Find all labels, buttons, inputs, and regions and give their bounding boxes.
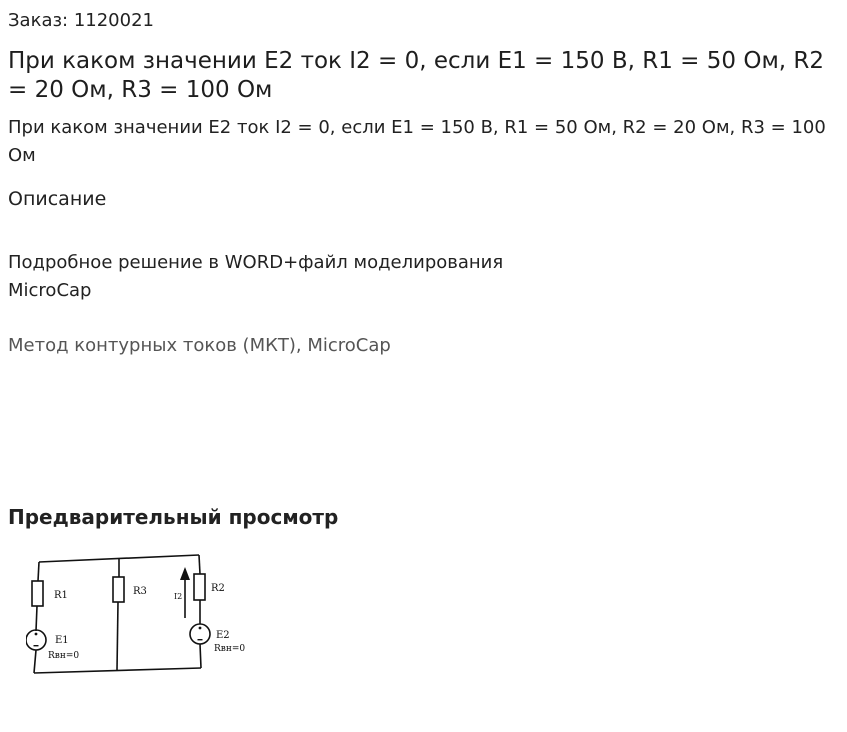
label-e1: E1 (55, 635, 69, 646)
preview-heading: Предварительный просмотр (8, 505, 339, 529)
resistor-r1 (32, 581, 43, 606)
label-r3: R3 (133, 586, 147, 597)
label-e2: E2 (216, 630, 230, 641)
resistor-r3 (113, 577, 124, 602)
arrow-head-icon (180, 567, 190, 580)
tags-prefix: Метод контурных токов (МКТ), (8, 335, 308, 356)
tags-line (8, 334, 391, 358)
circuit-preview-image (26, 548, 256, 680)
label-i2: I2 (174, 592, 183, 601)
label-r-internal-1: Rвн=0 (48, 651, 80, 661)
description-heading: Описание (8, 188, 107, 210)
circuit-diagram (26, 548, 256, 680)
tag-link-microcap[interactable]: MicroCap (307, 335, 391, 356)
task-subtitle: При каком значении E2 ток I2 = 0, если E1 = 150 В, R1 = 50 Ом, R2 = 20 Ом, R3 = 100 Ом (8, 117, 826, 166)
label-r2: R2 (211, 583, 225, 594)
task-title: При каком значении E2 ток I2 = 0, если E1 = 150 В, R1 = 50 Ом, R2 = 20 Ом, R3 = 100 Ом (8, 48, 825, 103)
label-r1: R1 (54, 590, 68, 601)
description-body: Подробное решение в WORD+файл моделирования MicroCap (8, 252, 504, 301)
order-number: Заказ: 1120021 (8, 10, 154, 31)
resistor-r2 (194, 574, 205, 600)
label-r-internal-2: Rвн=0 (214, 644, 246, 654)
